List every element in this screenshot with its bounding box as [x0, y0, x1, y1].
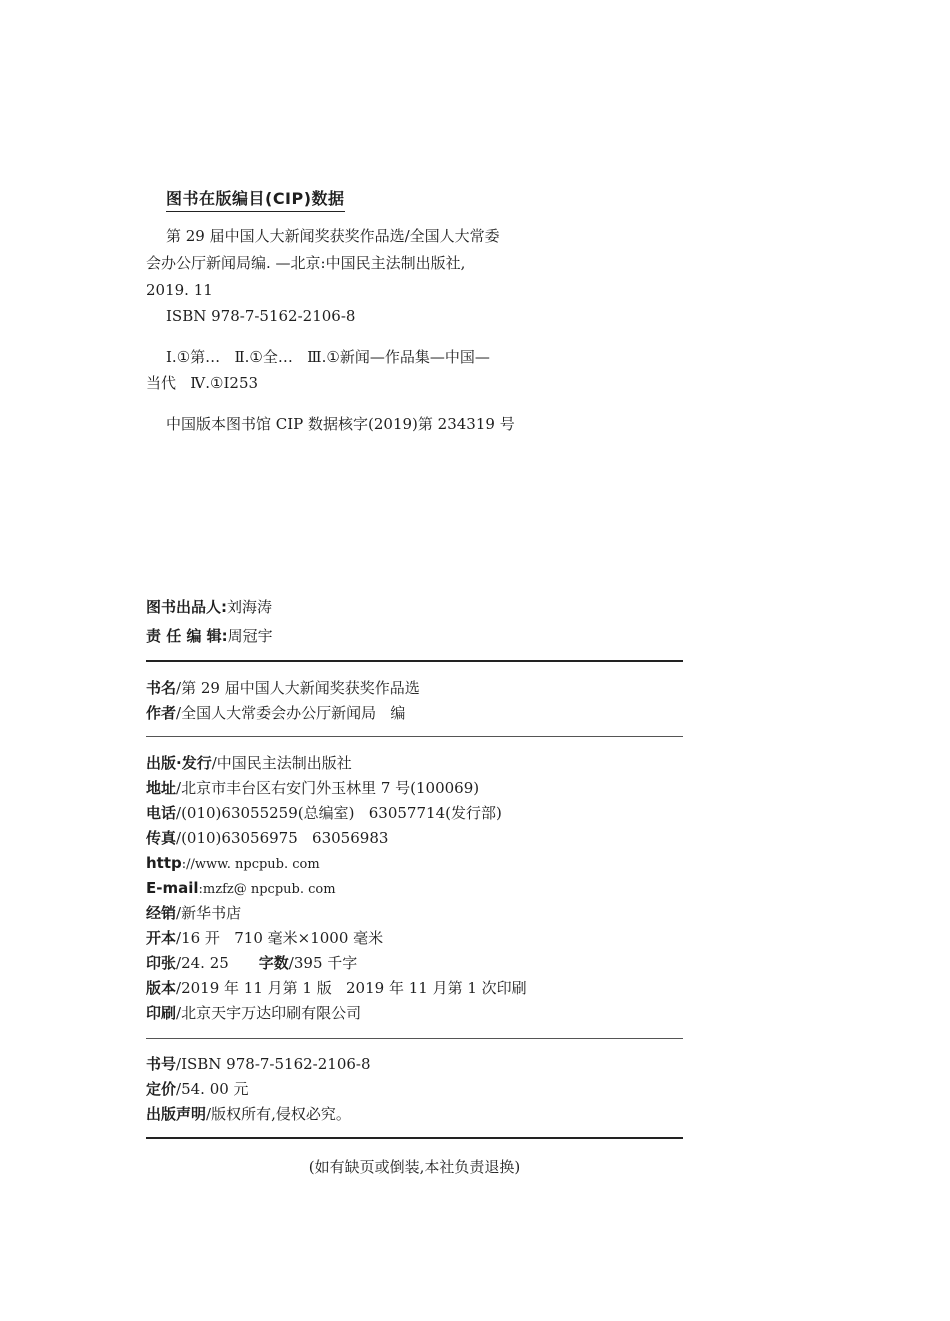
distribution-row [146, 903, 241, 923]
return-policy-note: (如有缺页或倒装,本社负责退换) [308, 1158, 521, 1176]
rights-value: /版权所有,侵权必究。 [206, 1105, 351, 1123]
words-value: /395 千字 [288, 954, 358, 972]
format-row [146, 928, 383, 948]
phone-row [146, 803, 502, 823]
address-row [146, 778, 479, 798]
price-row [146, 1079, 249, 1099]
distribution-label: 经销 [146, 904, 177, 922]
author-row [146, 703, 405, 723]
sheets-value: /24. 25 [176, 954, 229, 972]
phone-label: 电话 [146, 804, 177, 822]
cip-heading: 图书在版编目(CIP)数据 [166, 186, 345, 212]
printer-row [146, 1003, 361, 1023]
format-value: /16 开 710 毫米×1000 毫米 [176, 929, 384, 947]
http-value: ://www. npcpub. com [181, 857, 320, 872]
divider-top [146, 660, 683, 662]
format-label: 开本 [146, 929, 177, 947]
cip-number: 中国版本图书馆 CIP 数据核字(2019)第 234319 号 [166, 415, 515, 433]
publisher-label: 出版·发行 [146, 754, 212, 772]
sheets-label: 印张 [146, 954, 177, 972]
author-value: /全国人大常委会办公厅新闻局 编 [176, 704, 406, 722]
divider-bottom [146, 1137, 683, 1139]
http-row [146, 853, 320, 875]
publisher-row [146, 753, 352, 773]
edition-row [146, 978, 527, 998]
title-label: 书名 [146, 679, 177, 697]
price-label: 定价 [146, 1080, 177, 1098]
producer-row [146, 597, 272, 617]
email-value: :mzfz@ npcpub. com [198, 882, 336, 897]
title-row [146, 678, 420, 698]
phone-value: /(010)63055259(总编室) 63057714(发行部) [176, 804, 502, 822]
divider-3 [146, 1038, 683, 1039]
producer-label: 图书出品人: [146, 598, 227, 616]
edition-label: 版本 [146, 979, 177, 997]
editor-value: 周冠宇 [227, 627, 273, 645]
book-code-label: 书号 [146, 1055, 177, 1073]
sheets-row [146, 953, 357, 973]
cip-line-2: 会办公厅新闻局编. —北京:中国民主法制出版社, [146, 254, 466, 272]
fax-value: /(010)63056975 63056983 [176, 829, 389, 847]
printer-label: 印刷 [146, 1004, 177, 1022]
cip-line-3: 2019. 11 [146, 281, 213, 299]
email-row [146, 878, 336, 900]
publisher-value: /中国民主法制出版社 [211, 754, 352, 772]
cip-class-line-1: Ⅰ.①第… Ⅱ.①全… Ⅲ.①新闻—作品集—中国— [166, 348, 490, 366]
price-value: /54. 00 元 [176, 1080, 249, 1098]
author-label: 作者 [146, 704, 177, 722]
rights-row [146, 1104, 351, 1124]
book-code-row [146, 1054, 371, 1074]
email-label: E-mail [146, 879, 199, 897]
words-label: 字数 [258, 954, 289, 972]
rights-label: 出版声明 [146, 1105, 207, 1123]
http-label: http [146, 854, 182, 872]
divider-2 [146, 736, 683, 737]
cip-class-line-2: 当代 Ⅳ.①I253 [146, 374, 259, 392]
producer-value: 刘海涛 [227, 598, 273, 616]
book-code-value: /ISBN 978-7-5162-2106-8 [176, 1055, 371, 1073]
printer-value: /北京天宇万达印刷有限公司 [176, 1004, 362, 1022]
editor-label: 责 任 编 辑: [146, 627, 228, 645]
cip-isbn: ISBN 978-7-5162-2106-8 [166, 307, 356, 325]
distribution-value: /新华书店 [176, 904, 242, 922]
editor-row [146, 626, 273, 646]
fax-label: 传真 [146, 829, 177, 847]
address-label: 地址 [146, 779, 177, 797]
edition-value: /2019 年 11 月第 1 版 2019 年 11 月第 1 次印刷 [176, 979, 527, 997]
cip-line-1: 第 29 届中国人大新闻奖获奖作品选/全国人大常委 [166, 227, 500, 245]
fax-row [146, 828, 388, 848]
title-value: /第 29 届中国人大新闻奖获奖作品选 [176, 679, 420, 697]
address-value: /北京市丰台区右安门外玉林里 7 号(100069) [176, 779, 480, 797]
